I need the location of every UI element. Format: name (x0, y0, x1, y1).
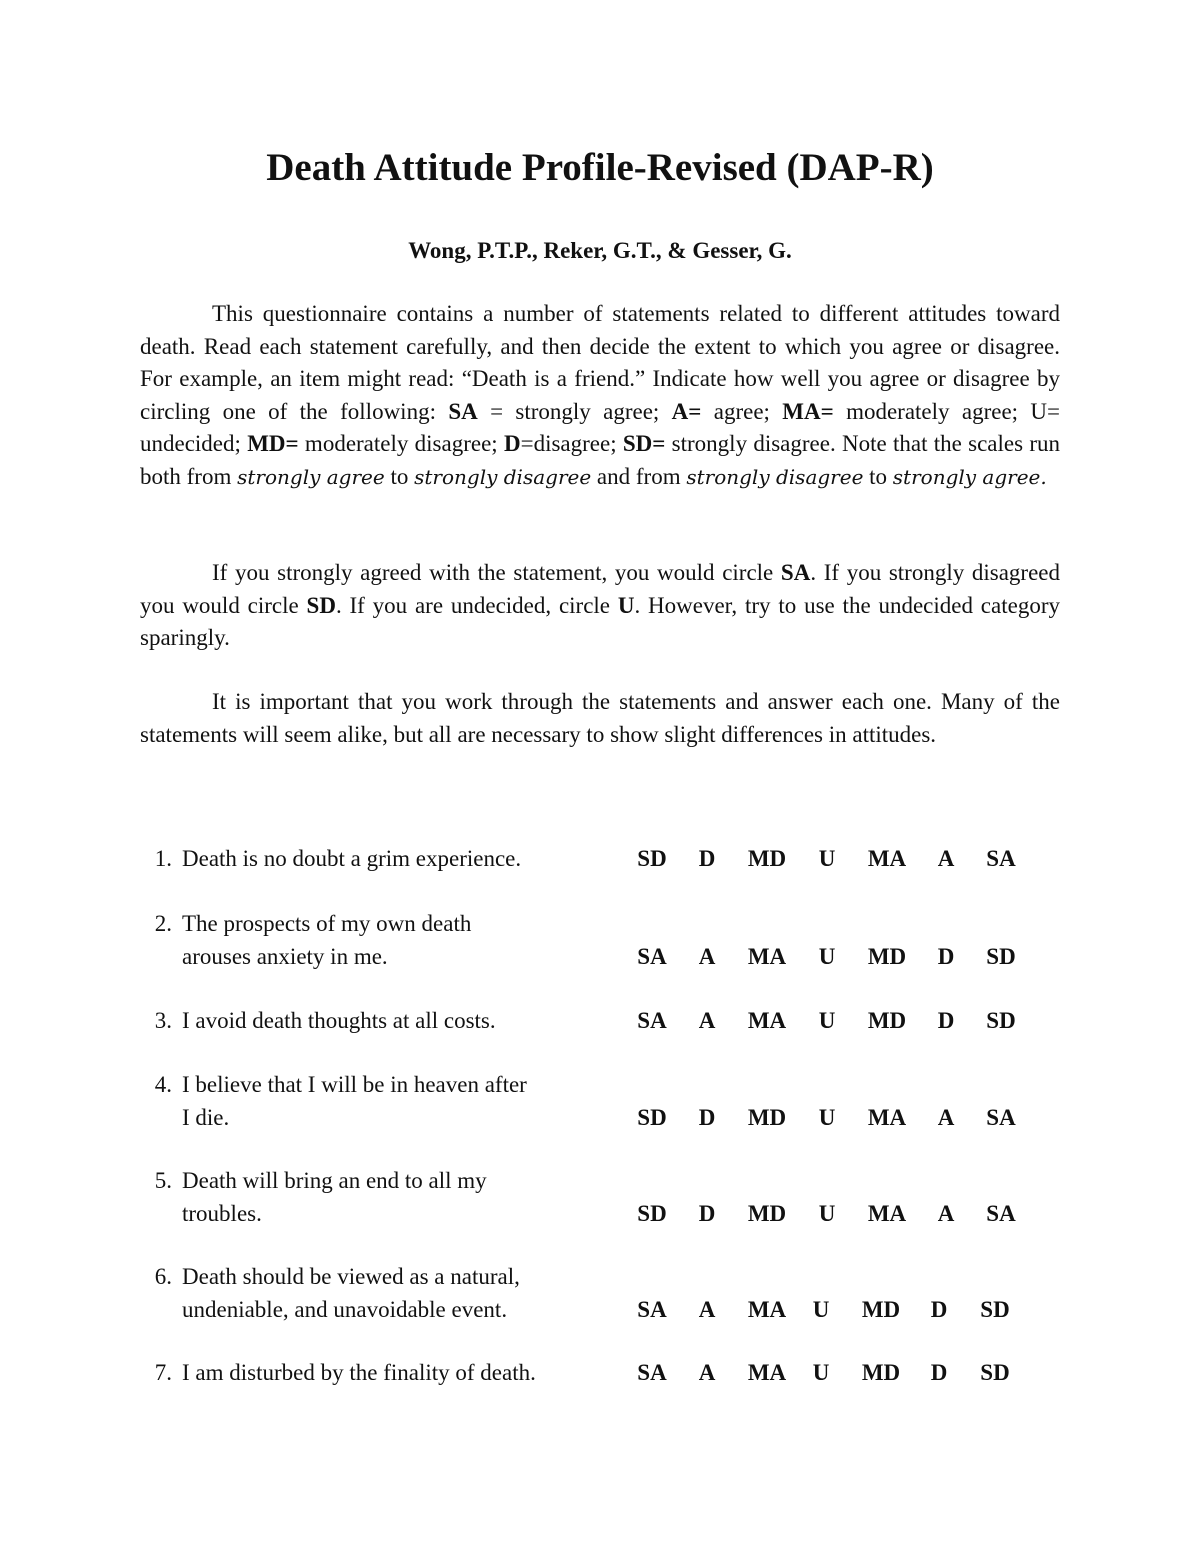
response-option-a[interactable]: A (937, 1200, 955, 1226)
response-option-ma[interactable]: MA (747, 1008, 787, 1033)
p1-md: MD= (247, 431, 299, 456)
page-title: Death Attitude Profile-Revised (DAP-R) (266, 146, 934, 189)
item-number: 3. (154, 1008, 172, 1033)
item-number: 4. (154, 1072, 172, 1097)
item-number: 5. (154, 1168, 172, 1193)
response-option-sd[interactable]: SD (980, 1360, 1010, 1385)
p1-to-1: to (384, 463, 415, 489)
p1-italic-4: strongly agree. (892, 464, 1047, 489)
response-option-sd[interactable]: SD (986, 943, 1016, 969)
response-option-sa[interactable]: SA (986, 1104, 1016, 1130)
response-option-u[interactable]: U (818, 943, 836, 969)
p2-text-2: . If you strongly disagreed you would circle (140, 560, 1061, 618)
p1-to-2: to (863, 463, 893, 489)
response-option-a[interactable]: A (698, 1008, 716, 1033)
response-option-md[interactable]: MD (747, 846, 787, 871)
item-statement-line: The prospects of my own death (182, 911, 472, 936)
response-option-u[interactable]: U (818, 1104, 836, 1130)
response-option-ma[interactable]: MA (747, 1296, 787, 1322)
p1-ma: MA= (782, 398, 834, 424)
response-option-u[interactable]: U (812, 1296, 830, 1322)
item-statement (182, 1357, 612, 1390)
item-number: 7. (154, 1360, 172, 1385)
p2-u: U (617, 592, 635, 618)
item-statement-line: arouses anxiety in me. (182, 943, 388, 969)
response-option-md[interactable]: MD (861, 1360, 901, 1385)
response-option-d[interactable]: D (937, 1008, 955, 1033)
item-statement (182, 1165, 612, 1230)
item-statement-line: I am disturbed by the finality of death. (182, 1360, 536, 1385)
response-option-sd[interactable]: SD (980, 1296, 1010, 1322)
response-option-d[interactable]: D (937, 943, 955, 969)
item-statement (182, 1005, 612, 1038)
instructions-paragraph-3 (140, 686, 1060, 751)
response-option-sa[interactable]: SA (637, 1008, 667, 1033)
item-statement (182, 843, 612, 876)
response-option-a[interactable]: A (937, 846, 955, 871)
questionnaire-item (140, 1261, 1100, 1330)
response-option-sd[interactable]: SD (637, 1104, 667, 1130)
response-option-sd[interactable]: SD (637, 846, 667, 871)
item-statement (182, 1069, 612, 1134)
item-statement-line: troubles. (182, 1200, 262, 1226)
p2-text-4: . However, try to use the undecided category sparingly. (140, 592, 1060, 650)
p1-md-def: moderately disagree; (298, 431, 504, 456)
p2-sa: SA (780, 560, 811, 585)
questionnaire-item (140, 843, 1100, 880)
p1-d-def: =disagree; (520, 431, 623, 456)
item-statement-line: I believe that I will be in heaven after (182, 1072, 527, 1097)
item-statement (182, 1261, 612, 1326)
response-option-ma[interactable]: MA (747, 943, 787, 969)
p1-italic-1: strongly agree (237, 464, 385, 489)
questionnaire-item (140, 1005, 1100, 1042)
response-option-a[interactable]: A (698, 943, 716, 969)
p1-italic-3: strongly disagree (686, 464, 864, 489)
response-option-d[interactable]: D (930, 1360, 948, 1385)
p1-sa-def: = strongly agree; (477, 398, 672, 424)
p1-d: D (503, 431, 521, 456)
response-option-md[interactable]: MD (867, 1008, 907, 1033)
response-option-md[interactable]: MD (861, 1296, 901, 1322)
item-statement-line: Death should be viewed as a natural, (182, 1264, 520, 1289)
p1-and: and from (591, 463, 687, 489)
instructions-paragraph-1 (140, 298, 1060, 493)
p2-sd: SD (306, 592, 336, 618)
item-statement-line: I die. (182, 1104, 230, 1130)
item-number: 1. (154, 846, 172, 871)
questionnaire-item (140, 1357, 1100, 1394)
response-option-a[interactable]: A (698, 1296, 716, 1322)
response-option-d[interactable]: D (698, 846, 716, 871)
response-option-d[interactable]: D (698, 1104, 716, 1130)
p1-sd: SD= (622, 431, 666, 456)
p1-italic-2: strongly disagree (414, 464, 592, 489)
questionnaire-item (140, 1165, 1100, 1234)
response-option-d[interactable]: D (930, 1296, 948, 1322)
response-option-sa[interactable]: SA (637, 1296, 667, 1322)
response-option-ma[interactable]: MA (867, 1200, 907, 1226)
p1-sd-def: strongly disagree. Note that the scales run both from (140, 431, 1061, 489)
p1-text: This questionnaire contains a number of statements related to different attitudes toward death. Read each statement carefully, and then decide the extent to which you agree or disagree. For example, an item might read: “Death is a friend.” Indicate how well you agree or disagree by circling one of the following: (140, 301, 1060, 424)
response-option-a[interactable]: A (937, 1104, 955, 1130)
response-option-sd[interactable]: SD (986, 1008, 1016, 1033)
response-option-md[interactable]: MD (747, 1104, 787, 1130)
item-statement-line: undeniable, and unavoidable event. (182, 1296, 508, 1322)
p1-sa: SA (448, 398, 478, 424)
questionnaire-item (140, 1069, 1100, 1138)
response-option-sd[interactable]: SD (637, 1200, 667, 1226)
response-option-md[interactable]: MD (747, 1200, 787, 1226)
response-option-ma[interactable]: MA (867, 1104, 907, 1130)
p3-text: It is important that you work through the statements and answer each one. Many of the statements will seem alike, but all are necessary to show slight differences in attitudes. (140, 689, 1060, 747)
questionnaire-item (140, 908, 1100, 977)
p1-a: A= (671, 398, 702, 424)
response-option-u[interactable]: U (818, 1008, 836, 1033)
item-number: 2. (154, 911, 172, 936)
response-option-a[interactable]: A (698, 1360, 716, 1385)
p2-text-3: . If you are undecided, circle (335, 592, 618, 618)
item-statement-line: Death will bring an end to all my (182, 1168, 487, 1193)
p1-a-def: agree; (701, 398, 783, 424)
response-option-sa[interactable]: SA (637, 943, 667, 969)
response-option-sa[interactable]: SA (637, 1360, 667, 1385)
item-statement (182, 908, 612, 973)
response-option-u[interactable]: U (818, 1200, 836, 1226)
response-option-ma[interactable]: MA (867, 846, 907, 871)
instructions-paragraph-2 (140, 557, 1060, 655)
item-number: 6. (154, 1264, 172, 1289)
item-statement-line: I avoid death thoughts at all costs. (182, 1008, 496, 1033)
response-option-md[interactable]: MD (867, 943, 907, 969)
p2-text-1: If you strongly agreed with the statement, you would circle (212, 560, 781, 585)
item-statement-line: Death is no doubt a grim experience. (182, 846, 522, 871)
response-option-sa[interactable]: SA (986, 846, 1016, 871)
p1-ma-def: moderately agree; U= undecided; (140, 398, 1060, 456)
response-option-ma[interactable]: MA (747, 1360, 787, 1385)
response-option-sa[interactable]: SA (986, 1200, 1016, 1226)
response-option-d[interactable]: D (698, 1200, 716, 1226)
response-option-u[interactable]: U (812, 1360, 830, 1385)
response-option-u[interactable]: U (818, 846, 836, 871)
authors-line: Wong, P.T.P., Reker, G.T., & Gesser, G. (408, 238, 792, 263)
